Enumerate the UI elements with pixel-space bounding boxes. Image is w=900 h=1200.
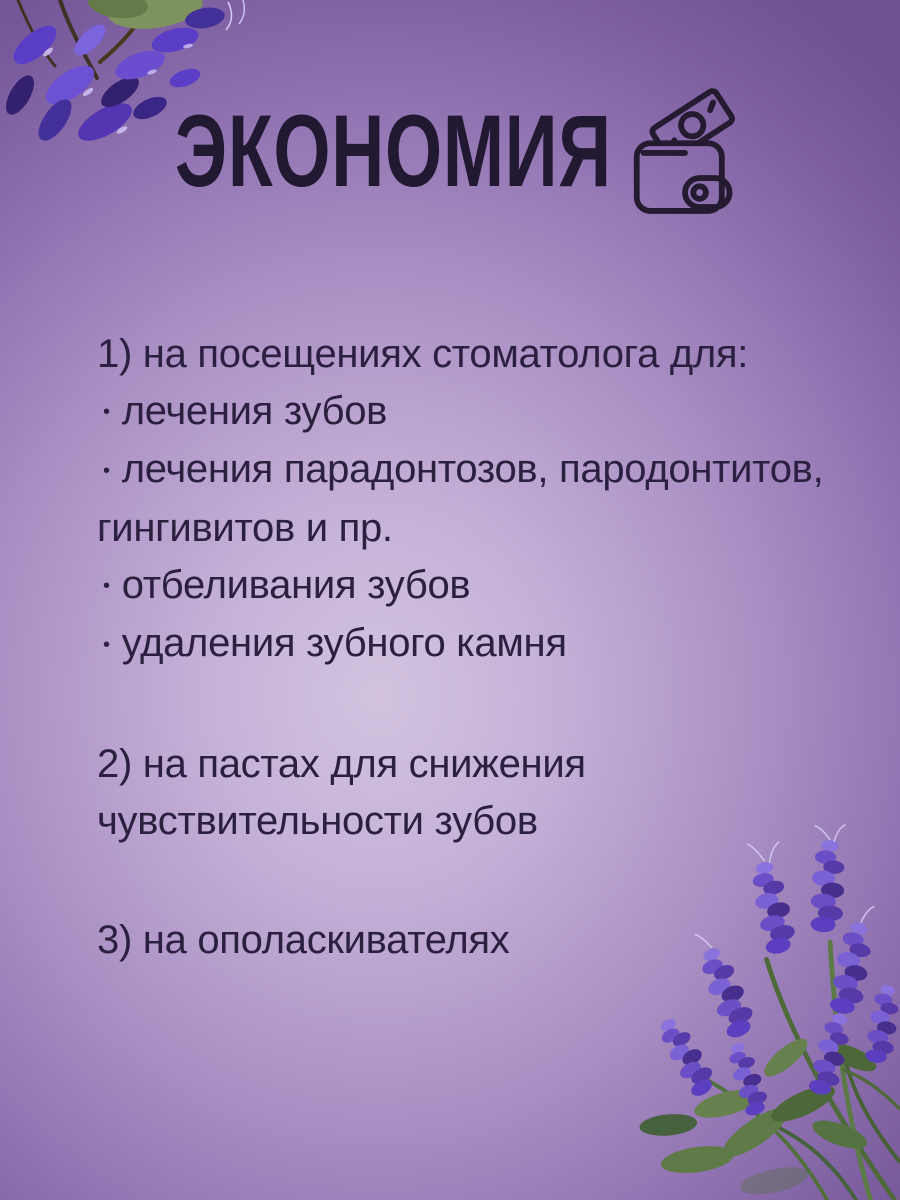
bullet-text: лечения зубов	[121, 389, 388, 433]
section-2-label: 2) на пастах для снижения чувствительности зубов	[97, 741, 586, 843]
list-item	[97, 615, 839, 673]
bullet-marker: •	[103, 459, 110, 482]
bullet-text: удаления зубного камня	[121, 621, 567, 666]
page-title: ЭКОНОМИЯ	[174, 94, 612, 208]
section-3-label: 3) на ополаскивателях	[97, 917, 510, 962]
bullet-text: лечения парадонтозов, пародонтитов, гингивитов и пр.	[97, 447, 824, 550]
lavender-flowers-bottom-right-icon	[610, 815, 900, 1200]
wallet-money-icon	[629, 88, 745, 214]
bullet-marker: •	[103, 401, 110, 424]
section-1-label: 1) на посещениях стоматолога для:	[97, 332, 749, 376]
list-item	[97, 441, 839, 556]
list-item	[97, 557, 839, 615]
list-item	[97, 383, 839, 441]
bullet-marker: •	[103, 575, 110, 598]
header	[0, 88, 825, 214]
section-1-bullets	[97, 383, 839, 674]
bullet-marker: •	[103, 633, 110, 656]
bullet-text: отбеливания зубов	[121, 562, 471, 607]
